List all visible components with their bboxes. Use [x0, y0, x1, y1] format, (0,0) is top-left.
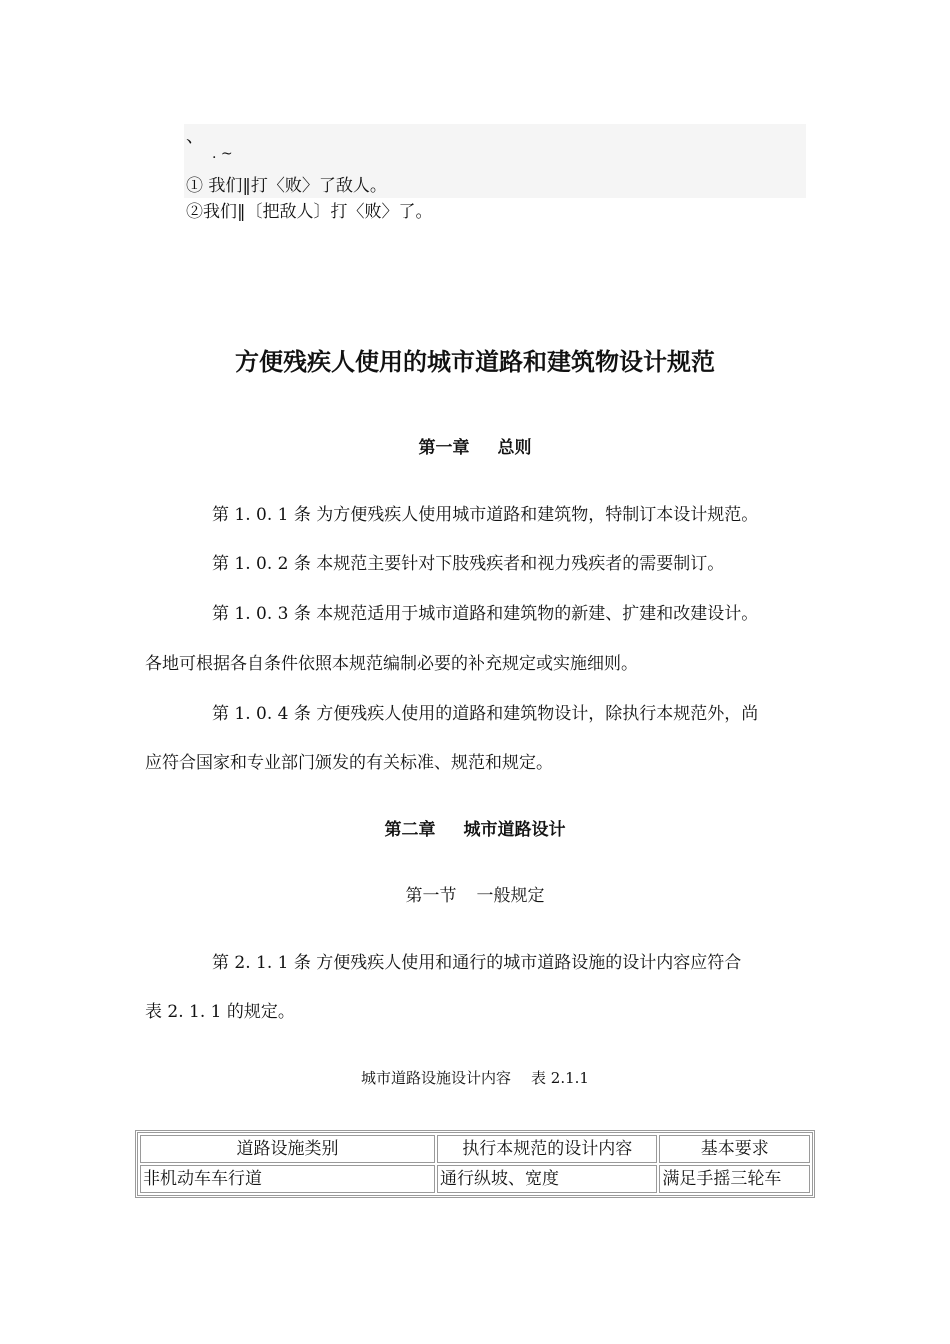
article-number: 第 1. 0. 4 条 [212, 704, 311, 724]
table-cell: 非机动车车行道 [140, 1165, 435, 1193]
article-text: 本规范主要针对下肢残疾者和视力残疾者的需要制订。 [316, 554, 725, 574]
annotation-mark-small: . ~ [212, 146, 233, 162]
table-caption [0, 1068, 950, 1088]
article-1-0-2 [212, 553, 724, 575]
table-header-cell: 道路设施类别 [140, 1135, 435, 1163]
chapter-2-label: 第二章 [384, 820, 436, 840]
section-heading [0, 885, 950, 907]
example-sentence-1: ① 我们‖打〈败〉了敌人。 [186, 176, 387, 196]
article-text: 方便残疾人使用的道路和建筑物设计，除执行本规范外，尚 [316, 704, 759, 724]
table-row [140, 1165, 810, 1193]
document-title: 方便残疾人使用的城市道路和建筑物设计规范 [235, 347, 715, 376]
article-1-0-3 [212, 603, 758, 625]
example-sentence-2: ②我们‖〔把敌人〕打〈败〉了。 [186, 202, 433, 222]
article-text: 方便残疾人使用和通行的城市道路设施的设计内容应符合 [316, 953, 742, 973]
annotation-mark: 、 [186, 126, 204, 147]
table-caption-number: 表 2.1.1 [531, 1069, 589, 1087]
chapter-2-heading [0, 819, 950, 841]
article-number: 第 2. 1. 1 条 [212, 953, 311, 973]
article-text: 本规范适用于城市道路和建筑物的新建、扩建和改建设计。 [316, 604, 759, 624]
table-header-cell: 基本要求 [659, 1135, 810, 1163]
section-label: 第一节 [405, 886, 457, 906]
road-facilities-table [135, 1130, 815, 1198]
chapter-2-name: 城市道路设计 [463, 820, 566, 840]
article-1-0-3-continued: 各地可根据各自条件依照本规范编制必要的补充规定或实施细则。 [145, 654, 638, 674]
article-1-0-4 [212, 703, 758, 725]
table-header-row [140, 1135, 810, 1163]
table-cell: 通行纵坡、宽度 [437, 1165, 657, 1193]
chapter-1-heading [0, 437, 950, 459]
article-text: 为方便残疾人使用城市道路和建筑物，特制订本设计规范。 [316, 505, 759, 525]
article-number: 第 1. 0. 1 条 [212, 505, 311, 525]
article-number: 第 1. 0. 3 条 [212, 604, 311, 624]
article-2-1-1-continued: 表 2. 1. 1 的规定。 [145, 1002, 295, 1022]
section-name: 一般规定 [476, 886, 545, 906]
chapter-1-name: 总则 [497, 438, 532, 458]
chapter-1-label: 第一章 [418, 438, 470, 458]
table-header-cell: 执行本规范的设计内容 [437, 1135, 657, 1163]
article-2-1-1 [212, 952, 741, 974]
article-number: 第 1. 0. 2 条 [212, 554, 311, 574]
table-caption-text: 城市道路设施设计内容 [361, 1069, 512, 1087]
article-1-0-4-continued: 应符合国家和专业部门颁发的有关标准、规范和规定。 [145, 753, 553, 773]
table-cell: 满足手摇三轮车 [659, 1165, 810, 1193]
article-1-0-1 [212, 504, 758, 526]
